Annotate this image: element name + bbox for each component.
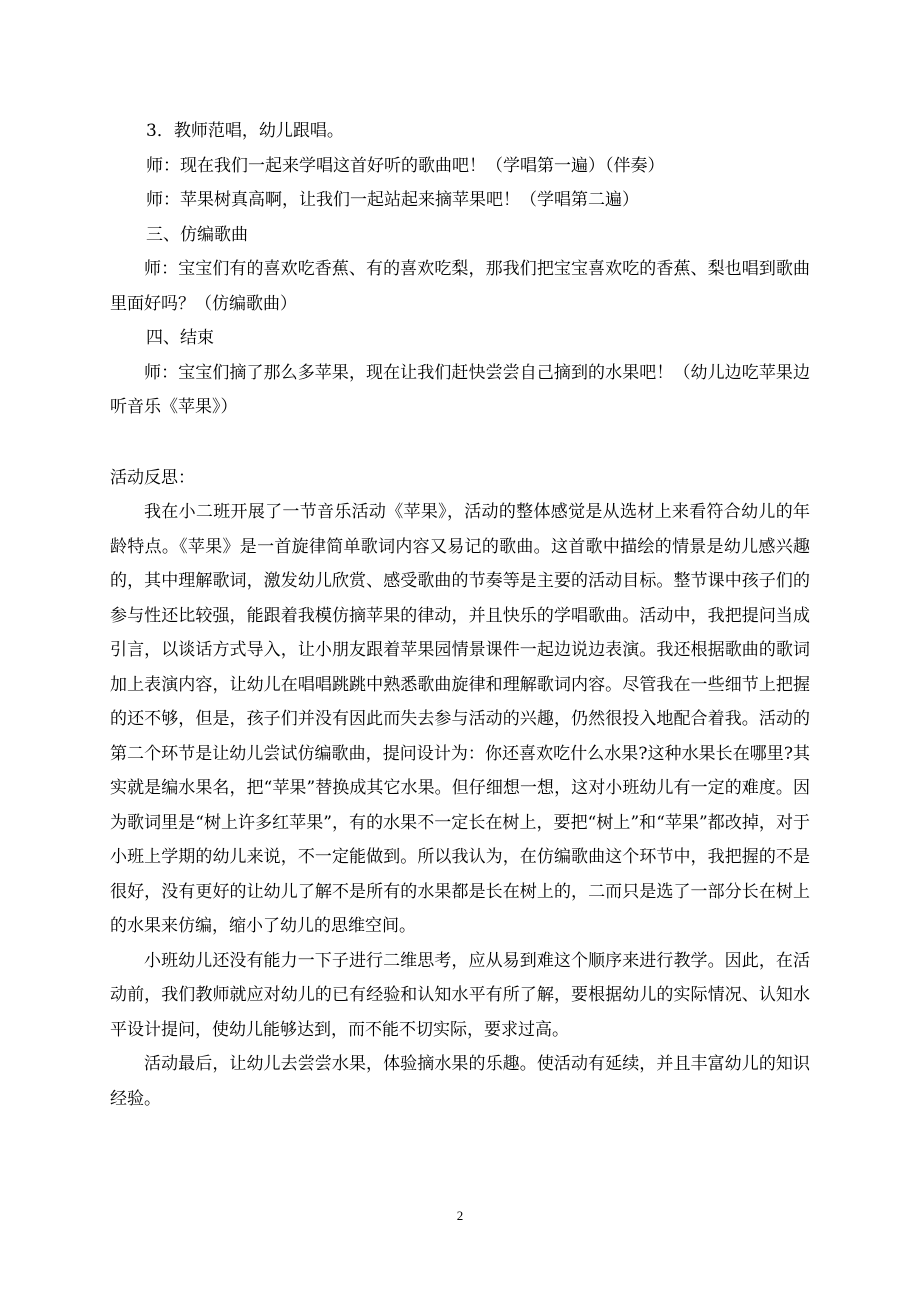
reflection-paragraph-2: 小班幼儿还没有能力一下子进行二维思考，应从易到难这个顺序来进行教学。因此，在活动前，我们教师就应对幼儿的已有经验和认知水平有所了解，要根据幼儿的实际情况、认知水平设计提问，使幼儿能够达到，而不能不切实际，要求过高。 xyxy=(110,950,810,1040)
teacher-line-3: 师：宝宝们有的喜欢吃香蕉、有的喜欢吃梨，那我们把宝宝喜欢吃的香蕉、梨也唱到歌曲里面好吗？（仿编歌曲） xyxy=(110,259,810,314)
spacer xyxy=(110,425,810,461)
section-4-heading: 四、结束 xyxy=(146,328,214,348)
page-content xyxy=(110,114,810,1116)
page-number: 2 xyxy=(456,1208,464,1223)
teacher-line-4: 师：宝宝们摘了那么多苹果，现在让我们赶快尝尝自己摘到的水果吧！（幼儿边吃苹果边听音乐《苹果》） xyxy=(110,362,810,417)
step-3-line: 3．教师范唱，幼儿跟唱。 xyxy=(146,121,344,141)
section-3-heading: 三、仿编歌曲 xyxy=(146,224,248,245)
teacher-line-1: 师：现在我们一起来学唱这首好听的歌曲吧！（学唱第一遍）（伴奏） xyxy=(146,155,665,176)
reflection-paragraph-1: 我在小二班开展了一节音乐活动《苹果》，活动的整体感觉是从选材上来看符合幼儿的年龄特点。《苹果》是一首旋律简单歌词内容又易记的歌曲。这首歌中描绘的情景是幼儿感兴趣的，其中理解歌词，激发幼儿欣赏、感受歌曲的节奏等是主要的活动目标。整节课中孩子们的参与性还比较强，能跟着我模仿摘苹果的律动，并且快乐的学唱歌曲。活动中，我把提问当成引言，以谈话方式导入，让小朋友跟着苹果园情景课件一起边说边表演。我还根据歌曲的歌词加上表演内容，让幼儿在唱唱跳跳中熟悉歌曲旋律和理解歌词内容。尽管我在一些细节上把握的还不够，但是，孩子们并没有因此而失去参与活动的兴趣，仍然很投入地配合着我。活动的第二个环节是让幼儿尝试仿编歌曲，提问设计为：你还喜欢吃什么水果?这种水果长在哪里?其实就是编水果名，把“苹果”替换成其它水果。但仔细想一想，这对小班幼儿有一定的难度。因为歌词里是“树上许多红苹果”，有的水果不一定长在树上，要把“树上”和“苹果”都改掉，对于小班上学期的幼儿来说，不一定能做到。所以我认为，在仿编歌曲这个环节中，我把握的不是很好，没有更好的让幼儿了解不是所有的水果都是长在树上的，二而只是选了一部分长在树上的水果来仿编，缩小了幼儿的思维空间。 xyxy=(110,502,810,936)
reflection-heading: 活动反思： xyxy=(110,467,195,488)
reflection-paragraph-3: 活动最后，让幼儿去尝尝水果，体验摘水果的乐趣。使活动有延续，并且丰富幼儿的知识经验。 xyxy=(110,1054,810,1109)
teacher-line-2: 师：苹果树真高啊，让我们一起站起来摘苹果吧！（学唱第二遍） xyxy=(146,190,639,210)
